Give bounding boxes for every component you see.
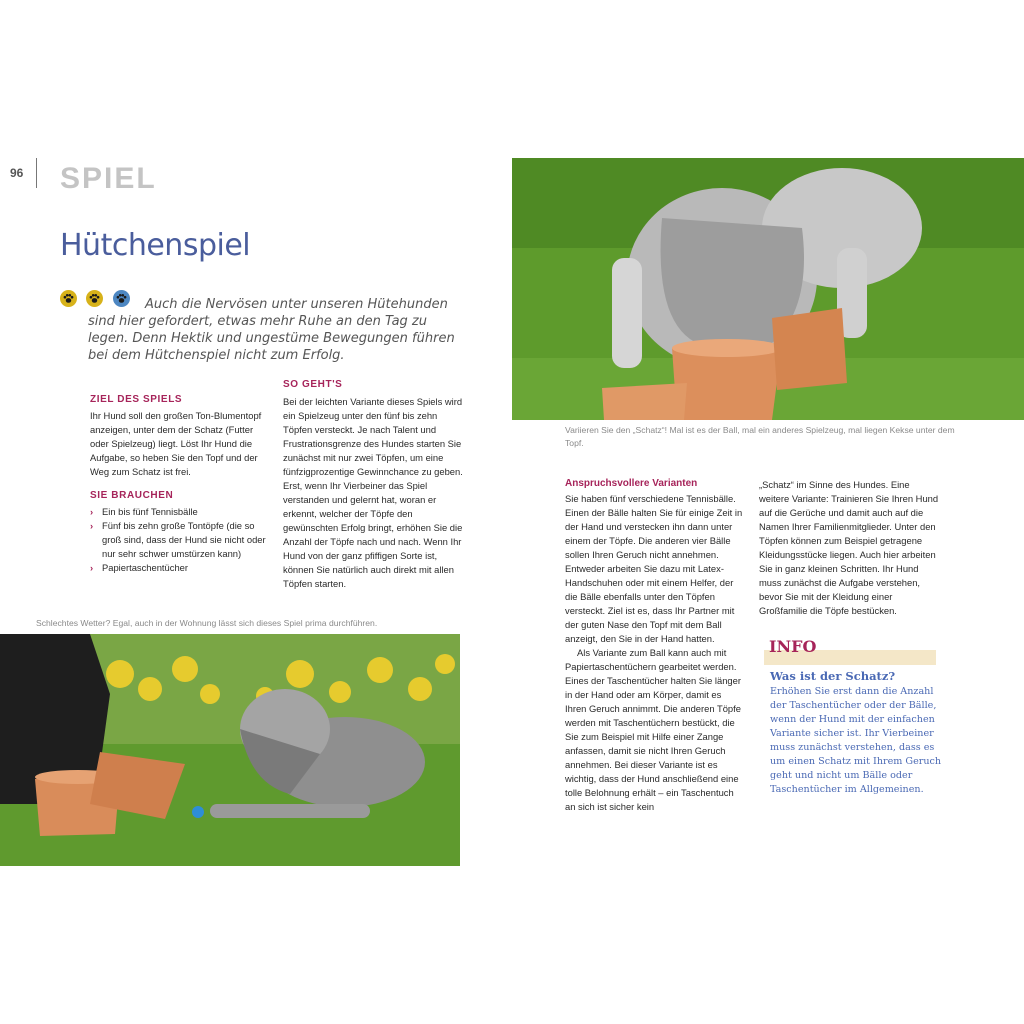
- section-title: SPIEL: [60, 162, 157, 195]
- info-label: INFO: [769, 637, 817, 656]
- bullet-icon: ›: [90, 562, 94, 573]
- photo-caption-left: Schlechtes Wetter? Egal, auch in der Wohnung lässt sich dieses Spiel prima durchführen.: [36, 618, 378, 628]
- varianten-paragraph-2: Als Variante zum Ball kann auch mit Papiertaschentüchern gearbeitet werden. Eines der Taschentücher halten Sie länger in der Hand oder am Körper, damit es Ihren Geruch annimmt. Die anderen Töpfe werden mit Taschentüchern bestückt, die Sie zum Beispiel mit Hilfe einer Zange anfassen, damit sie nicht Ihren Geruch annehmen. Bei dieser Variante ist es wichtig, dass der Hund anschließend eine tolle Belohnung erhält – ein Taschentuch an sich ist sicher kein: [565, 647, 741, 812]
- page-number: 96: [10, 166, 24, 180]
- info-title: Was ist der Schatz?: [770, 669, 896, 683]
- ziel-text: Ihr Hund soll den großen Ton-Blumentopf anzeigen, unter dem der Schatz (Futter oder Spielzeug) liegt. Löst Ihr Hund die Aufgabe, so heben Sie den Topf und der Weg zum Schatz ist frei.: [90, 410, 262, 477]
- geht-text: Bei der leichten Variante dieses Spiels wird ein Spielzeug unter den fünf bis zehn Töpfen versteckt. Je nach Talent und Frustrationsgrenze des Hundes starten Sie zunächst mit nur zwei Töpfen, um eine fünfzigprozentige Gewinnchance zu geben. Erst, wenn Ihr Vierbeiner das Spiel verstanden und gelernt hat, woran er erkennt, welcher der Töpfe den gewünschten Erfolg bringt, erhöhen Sie die Anzahl der Töpfe nach und nach. Wenn Ihr Hund von der ganz pfiffigen Sorte ist, können Sie natürlich auch direkt mit allen Töpfen starten.: [283, 396, 463, 589]
- list-item: › Fünf bis zehn große Tontöpfe (die so groß sind, dass der Hund sie nicht oder nur sehr schwer umstürzen kann): [90, 520, 266, 559]
- photo-dog-with-pots-indoor: [0, 634, 460, 866]
- header-divider: [36, 158, 37, 188]
- list-item: › Ein bis fünf Tennisbälle: [90, 506, 198, 517]
- materials-list: [90, 505, 270, 575]
- info-text: Erhöhen Sie erst dann die Anzahl der Taschentücher oder der Bälle, wenn der Hund mit der einfachen Variante sicher ist. Ihr Vierbeiner muss zunächst verstehen, dass es um einen Schatz mit Ihrem Geruch geht und nicht um Bälle oder Taschentücher im Allgemeinen.: [770, 686, 942, 795]
- varianten-continuation: „Schatz“ im Sinne des Hundes. Eine weitere Variante: Trainieren Sie Ihren Hund auf die Gerüche und damit auch auf die Namen Ihrer Familienmitglieder. Unter den Töpfen können zum Beispiel getragene Kleidungsstücke liegen. Auch hier arbeiten Sie in ganz kleinen Schritten. Ihr Hund muss zunächst die Aufgabe verstehen, bevor Sie mit der Kleidung einer Großfamilie die Töpfe bestücken.: [759, 479, 939, 616]
- varianten-heading: Anspruchsvollere Varianten: [565, 478, 698, 489]
- bullet-icon: ›: [90, 506, 94, 517]
- photo-caption-right: Variieren Sie den „Schatz“! Mal ist es der Ball, mal ein anderes Spielzeug, mal liegen Kekse unter dem Topf.: [565, 425, 955, 448]
- ziel-heading: ZIEL DES SPIELS: [90, 394, 183, 405]
- page-headline: Hütchenspiel: [60, 228, 251, 263]
- brauchen-heading: SIE BRAUCHEN: [90, 490, 174, 501]
- paw-print-icon: [60, 290, 77, 307]
- intro-text: Auch die Nervösen unter unseren Hütehunden sind hier gefordert, etwas mehr Ruhe an den Tag zu legen. Denn Hektik und ungestüme Bewegungen führen bei dem Hütchenspiel nicht zum Erfolg.: [88, 297, 455, 363]
- varianten-paragraph-1: Sie haben fünf verschiedene Tennisbälle. Einen der Bälle halten Sie für einige Zeit in der Hand und verstecken ihn dann unter einem der Töpfe. Die anderen vier Bälle sollen Ihren Geruch nicht annehmen. Entweder arbeiten Sie dazu mit Latex-Handschuhen oder mit einem Helfer, der die Bälle ebenfalls unter den Töpfen versteckt. Ziel ist es, dass Ihr Partner mit der guten Nase den Topf mit dem Ball anzeigt, den Sie in der Hand hatten.: [565, 493, 743, 644]
- geht-heading: SO GEHT'S: [283, 379, 343, 390]
- bullet-icon: ›: [90, 520, 94, 531]
- list-item: › Papiertaschentücher: [90, 562, 188, 573]
- photo-dog-sniffing-pots: [512, 158, 1024, 420]
- varianten-text: [565, 492, 745, 814]
